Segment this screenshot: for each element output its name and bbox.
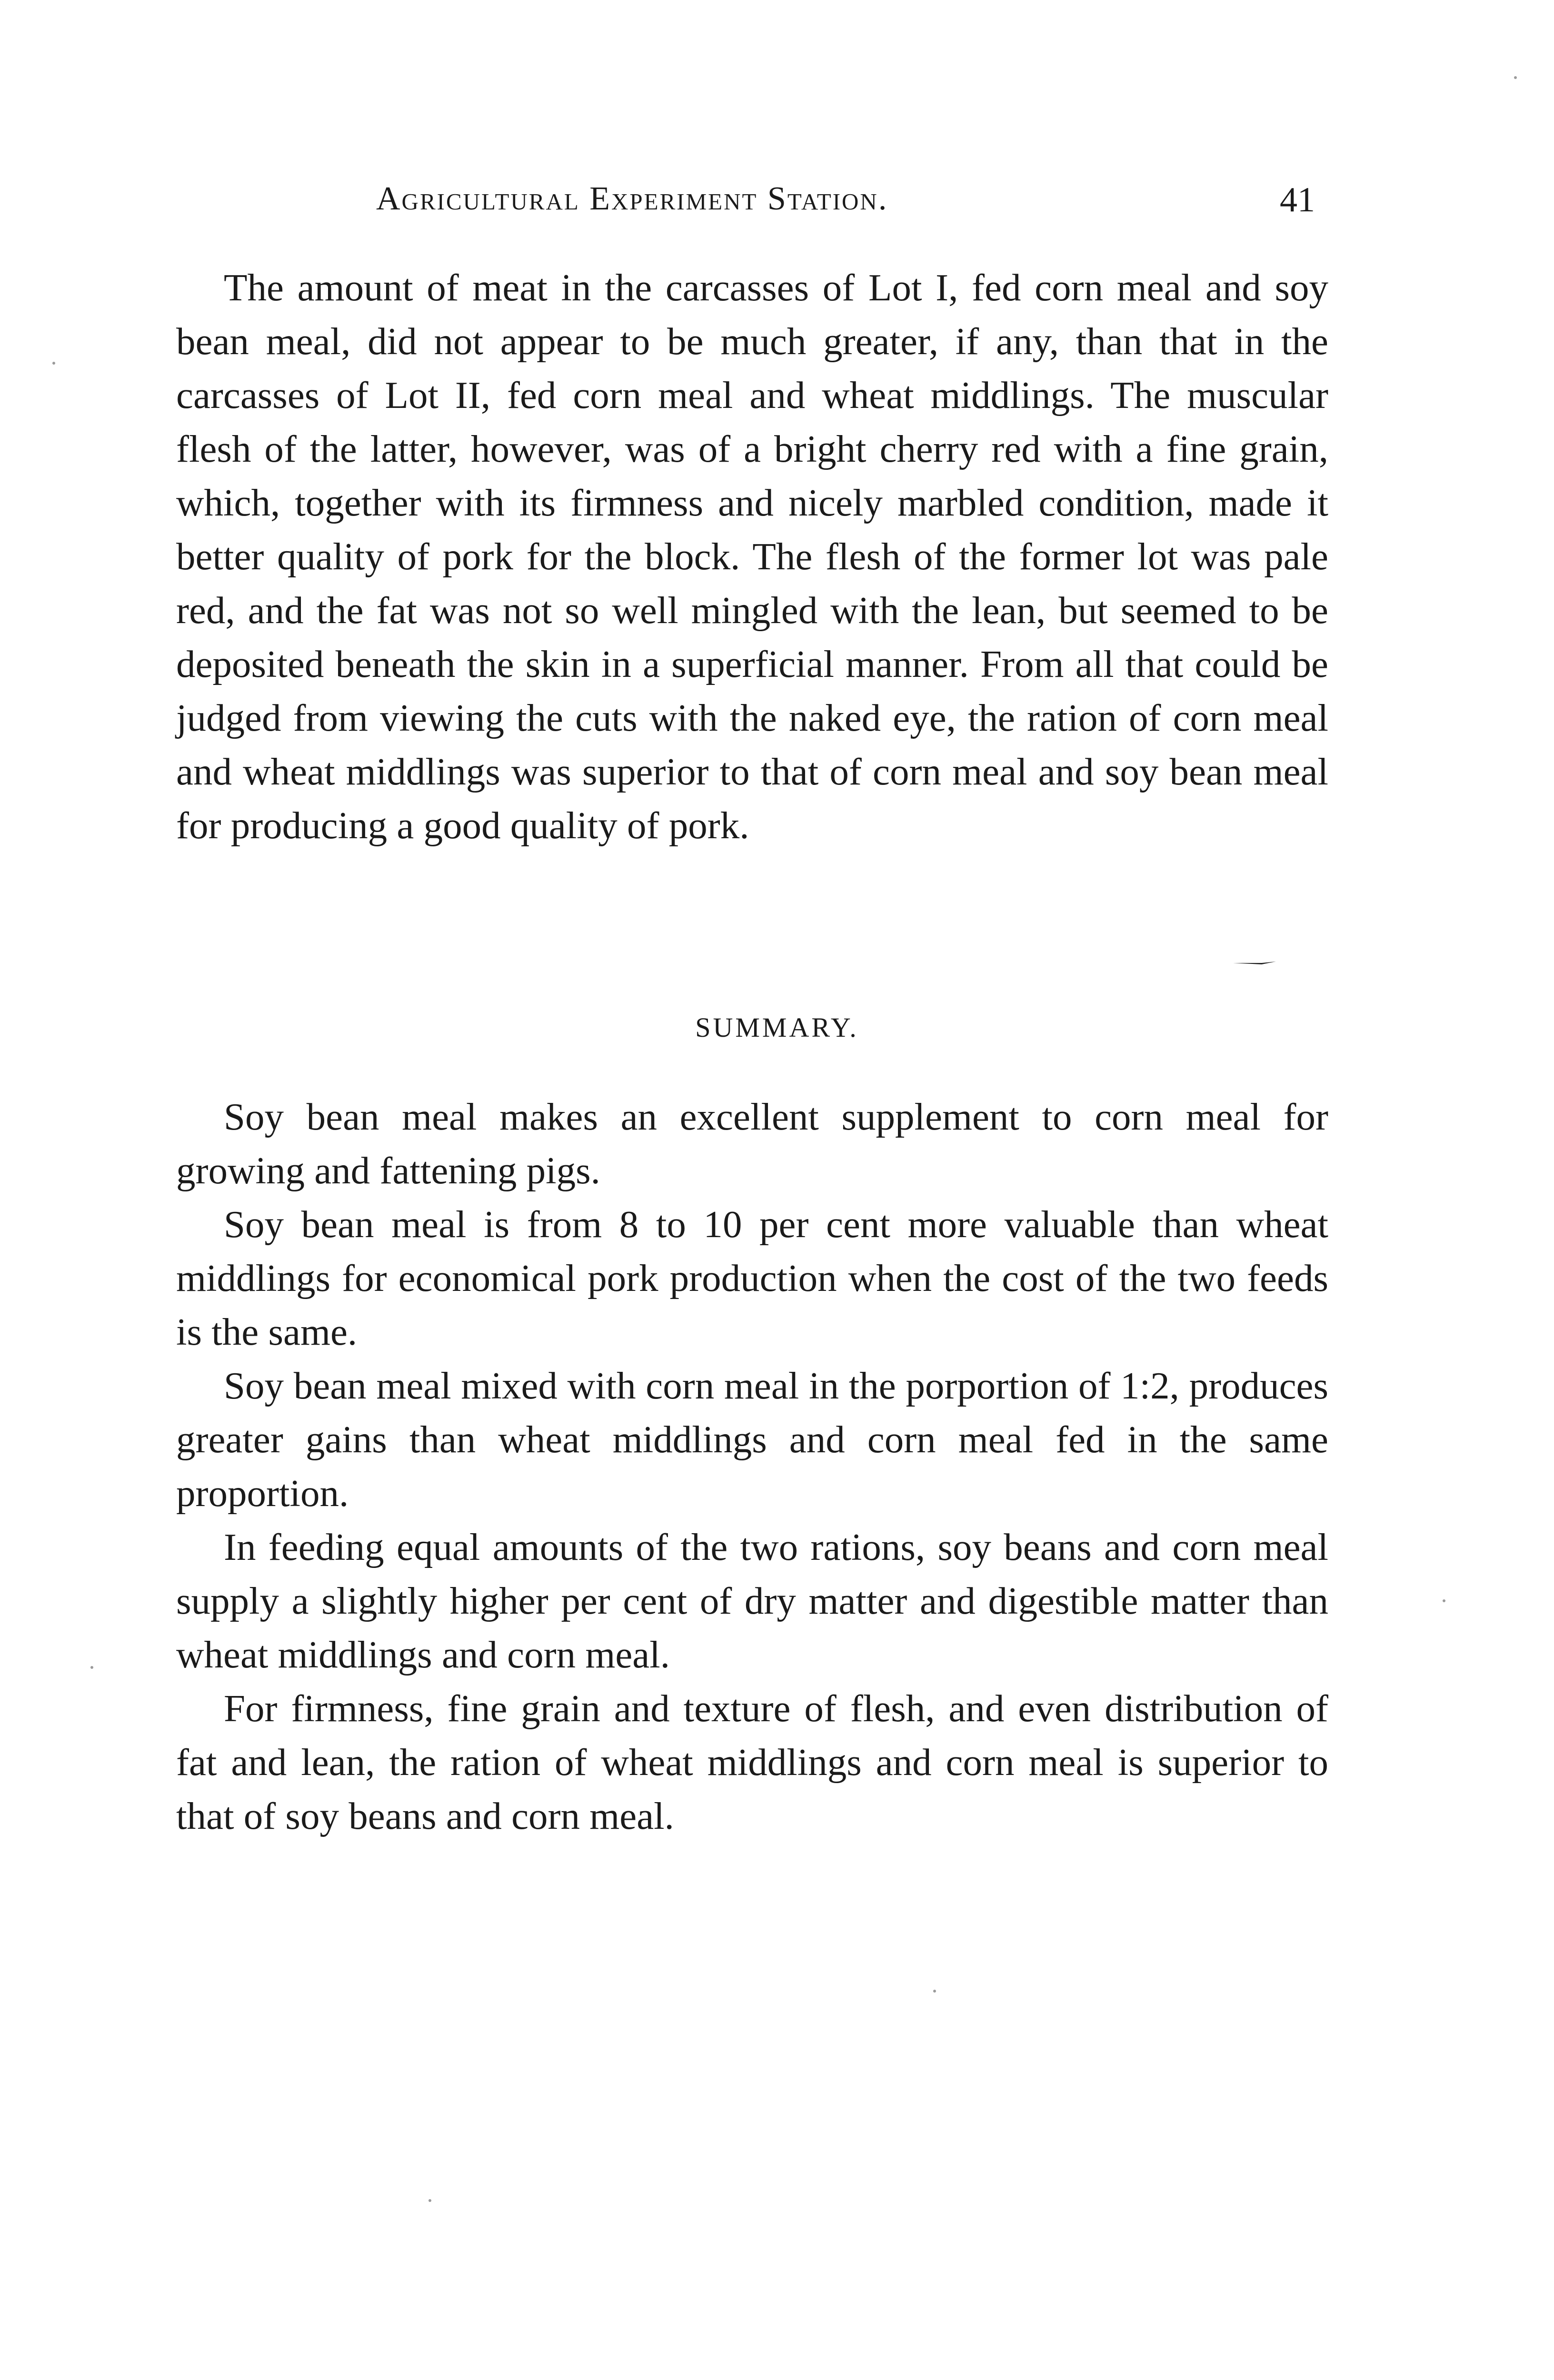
printer-mark-icon	[1233, 960, 1276, 966]
page-number: 41	[1280, 180, 1315, 219]
paper-speck	[1514, 76, 1517, 79]
summary-text	[176, 1090, 1328, 1843]
summary-paragraph: For firmness, fine grain and texture of flesh, and even distribution of fat and lean, the ration of wheat middlings and corn meal is superior to that of soy beans and corn meal.	[176, 1687, 1328, 1837]
body-paragraph: The amount of meat in the carcasses of Lot I, fed corn meal and soy bean meal, did not appear to be much greater, if any, than that in the carcasses of Lot II, fed corn meal and wheat middlings. The muscular flesh of the latter, however, was of a bright cherry red with a fine grain, which, together with its firmness and nicely marbled condition, made it better quality of pork for the block. The flesh of the former lot was pale red, and the fat was not so well mingled with the lean, but seemed to be deposited beneath the skin in a superficial manner. From all that could be judged from viewing the cuts with the naked eye, the ration of corn meal and wheat middlings was superior to that of corn meal and soy bean meal for producing a good quality of pork.	[176, 266, 1328, 847]
paper-speck	[1443, 1599, 1445, 1602]
paper-speck	[428, 2199, 431, 2202]
running-head-title: Agricultural Experiment Station.	[376, 180, 888, 217]
paper-speck	[90, 1666, 93, 1669]
summary-paragraph: Soy bean meal is from 8 to 10 per cent more valuable than wheat middlings for economical pork production when the cost of the two feeds is the same.	[176, 1203, 1328, 1353]
summary-paragraph: Soy bean meal makes an excellent supplement to corn meal for growing and fattening pigs.	[176, 1095, 1328, 1192]
body-text	[176, 261, 1328, 853]
paper-speck	[933, 1990, 936, 1993]
summary-heading: SUMMARY.	[695, 1012, 859, 1043]
summary-paragraph: In feeding equal amounts of the two rations, soy beans and corn meal supply a slightly higher per cent of dry matter and digestible matter than wheat middlings and corn meal.	[176, 1526, 1328, 1676]
paper-speck	[52, 362, 55, 365]
summary-paragraph: Soy bean meal mixed with corn meal in the porportion of 1:2, produces greater gains than wheat middlings and corn meal fed in the same proportion.	[176, 1364, 1328, 1515]
